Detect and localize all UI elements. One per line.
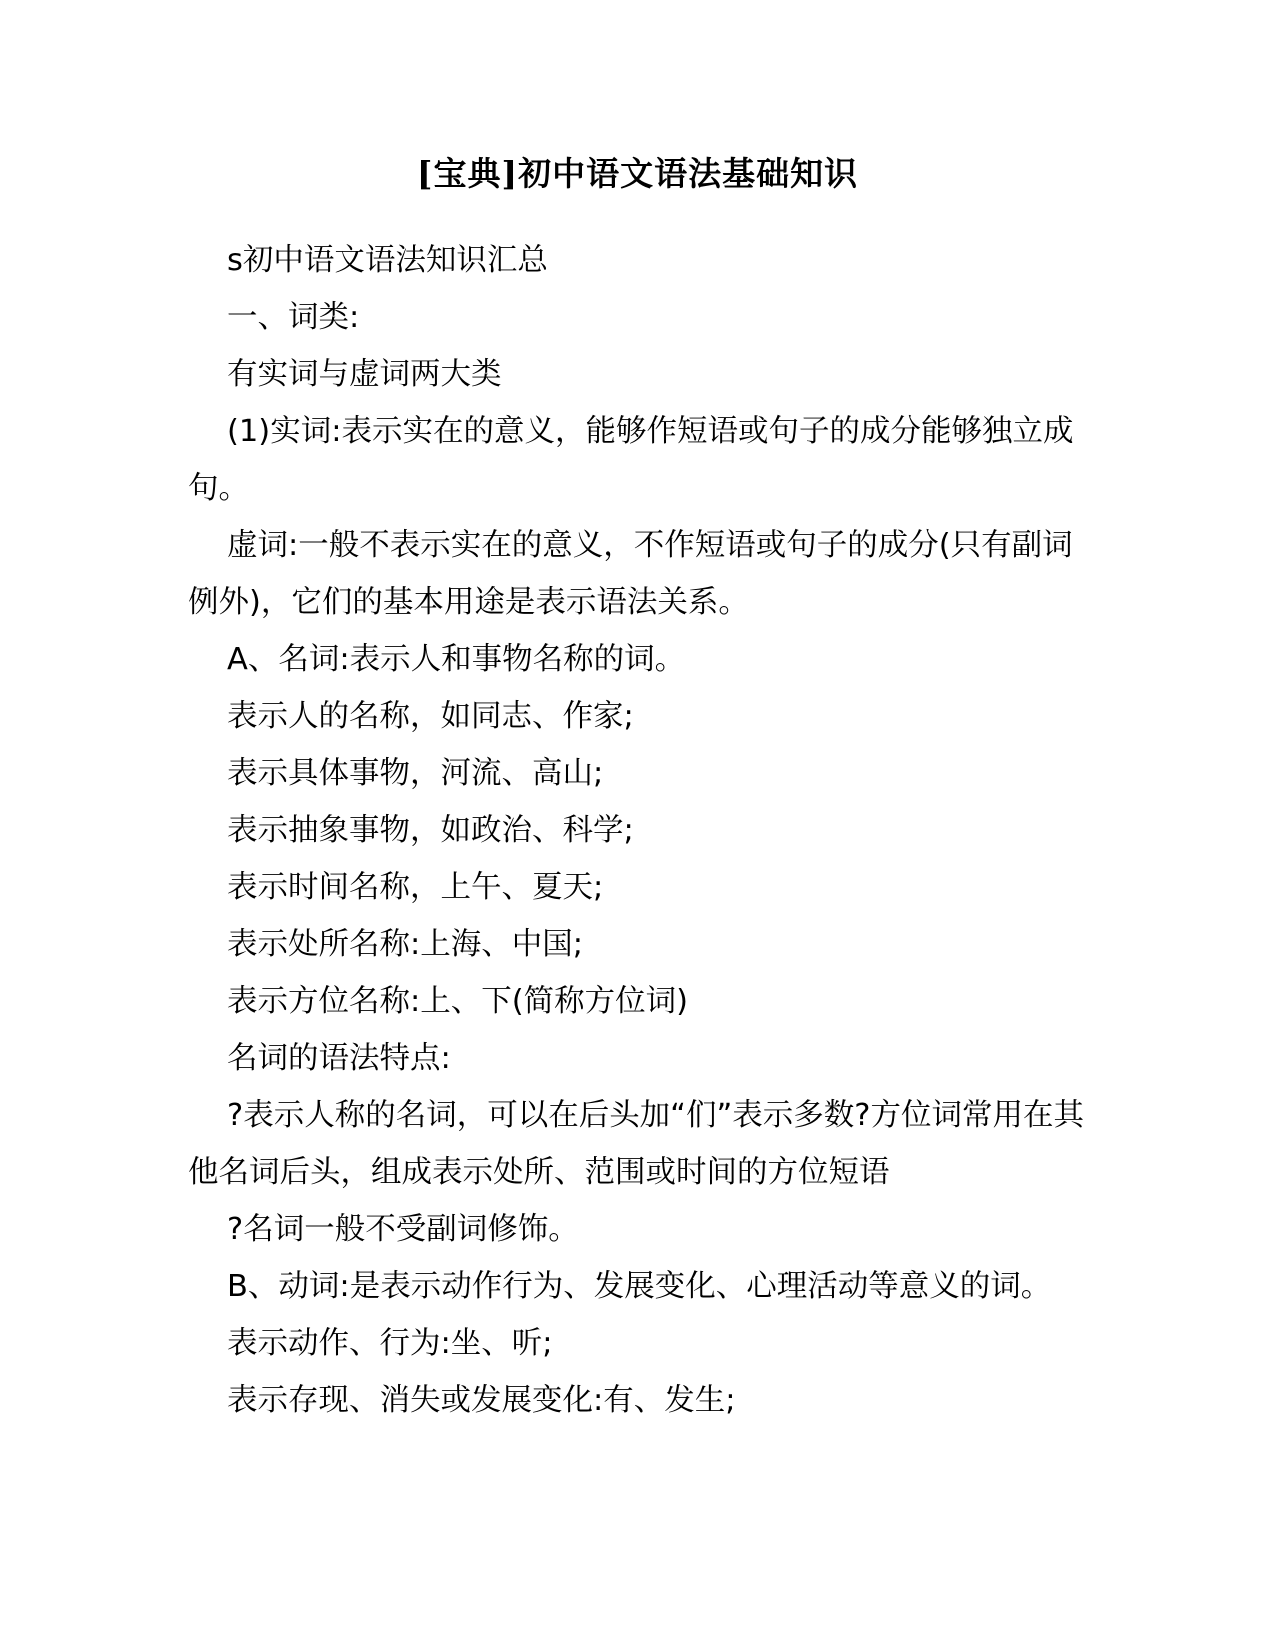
paragraph-heading: s初中语文语法知识汇总 (227, 243, 548, 278)
paragraph: (1)实词:表示实在的意义，能够作短语或句子的成分能够独立成句。 (188, 414, 1074, 506)
paragraph: 有实词与虚词两大类 (227, 357, 502, 392)
paragraph-nouns: A、名词:表示人和事物名称的词。 (227, 642, 686, 677)
document-title: [宝典]初中语文语法基础知识 (416, 154, 859, 193)
paragraph: 虚词:一般不表示实在的意义，不作短语或句子的成分(只有副词例外)，它们的基本用途是表示语法关系。 (188, 528, 1073, 620)
paragraph: 表示方位名称:上、下(简称方位词) (227, 984, 689, 1019)
paragraph: 名词的语法特点: (227, 1041, 451, 1076)
paragraph: ?表示人称的名词，可以在后头加“们”表示多数?方位词常用在其他名词后头，组成表示处所、范围或时间的方位短语 (188, 1098, 1084, 1190)
paragraph: 表示动作、行为:坐、听; (227, 1326, 553, 1361)
paragraph-verbs: B、动词:是表示动作行为、发展变化、心理活动等意义的词。 (227, 1269, 1052, 1304)
paragraph: 表示具体事物，河流、高山; (227, 756, 604, 791)
paragraph-section-word-classes: 一、词类: (227, 300, 360, 335)
document-body (188, 232, 1088, 1429)
paragraph: 表示处所名称:上海、中国; (227, 927, 584, 962)
paragraph: 表示抽象事物，如政治、科学; (227, 813, 634, 848)
paragraph: 表示人的名称，如同志、作家; (227, 699, 634, 734)
paragraph: 表示存现、消失或发展变化:有、发生; (227, 1383, 736, 1418)
paragraph: ?名词一般不受副词修饰。 (227, 1212, 579, 1247)
paragraph: 表示时间名称，上午、夏天; (227, 870, 604, 905)
